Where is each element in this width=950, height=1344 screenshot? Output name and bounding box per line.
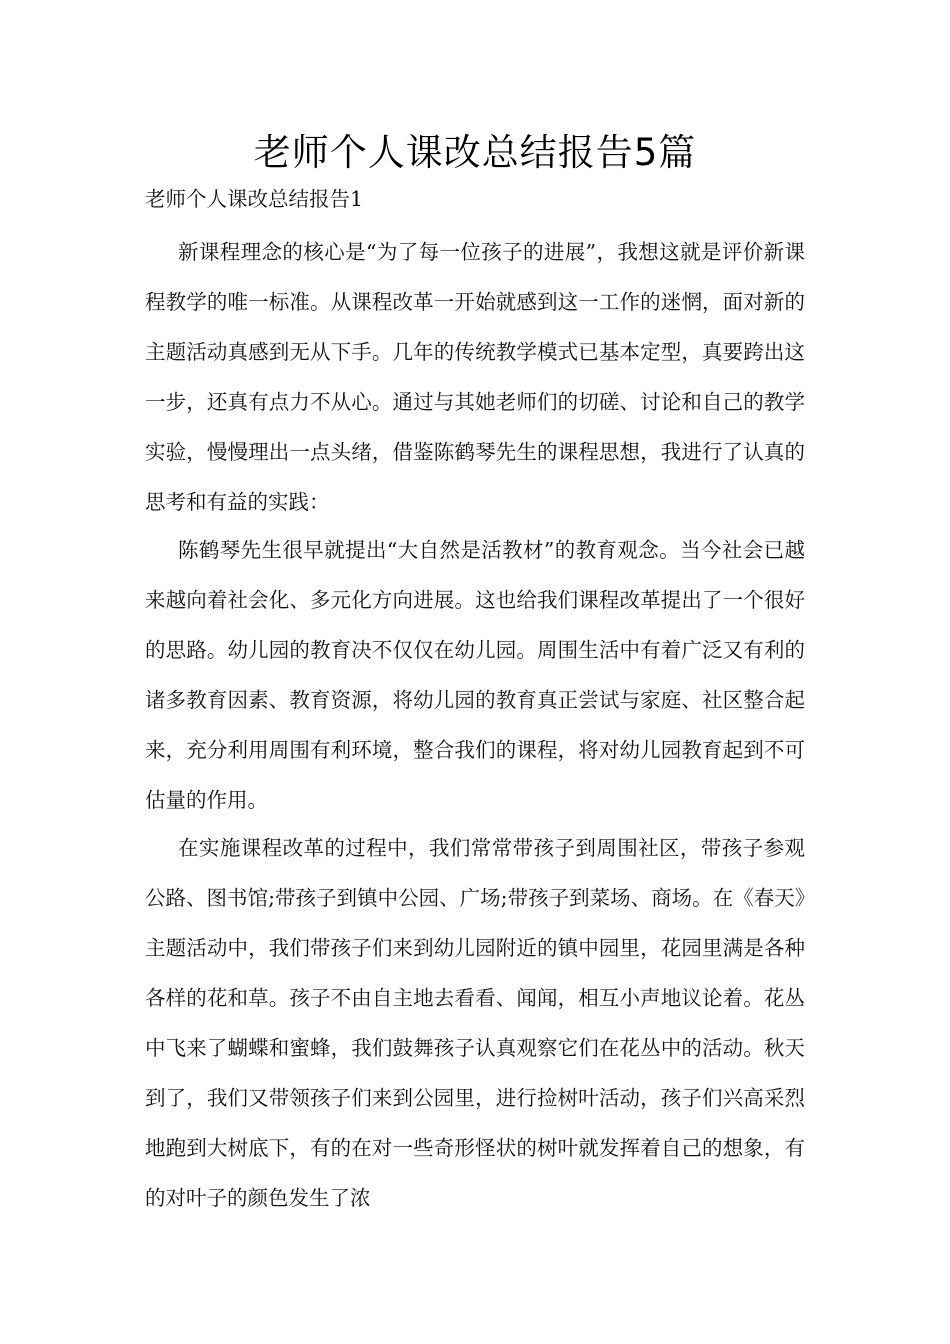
section-heading: 老师个人课改总结报告1 xyxy=(145,187,364,211)
paragraph: 在实施课程改革的过程中，我们常常带孩子到周围社区，带孩子参观公路、图书馆;带孩子到镇中公园、广场;带孩子到菜场、商场。在《春天》主题活动中，我们带孩子们来到幼儿园附近的镇中园里，花园里满是各种各样的花和草。孩子不由自主地去看看、闻闻，相互小声地议论着。花丛中飞来了蝴蝶和蜜蜂，我们鼓舞孩子认真观察它们在花丛中的活动。秋天到了，我们又带领孩子们来到公园里，进行捡树叶活动，孩子们兴高采烈地跑到大树底下，有的在对一些奇形怪状的树叶就发挥着自己的想象，有的对叶子的颜色发生了浓 xyxy=(145,836,805,1210)
document-title: 老师个人课改总结报告5篇 xyxy=(253,131,697,174)
paragraph: 陈鹤琴先生很早就提出“大自然是活教材”的教育观念。当今社会已越来越向着社会化、多元化方向进展。这也给我们课程改革提出了一个很好的思路。幼儿园的教育决不仅仅在幼儿园。周围生活中有着广泛又有利的诸多教育因素、教育资源，将幼儿园的教育真正尝试与家庭、社区整合起来，充分利用周围有利环境，整合我们的课程，将对幼儿园教育起到不可估量的作用。 xyxy=(145,538,805,812)
paragraph: 新课程理念的核心是“为了每一位孩子的进展”，我想这就是评价新课程教学的唯一标准。从课程改革一开始就感到这一工作的迷惘，面对新的主题活动真感到无从下手。几年的传统教学模式已基本定型，真要跨出这一步，还真有点力不从心。通过与其她老师们的切磋、讨论和自己的教学实验，慢慢理出一点头绪，借鉴陈鹤琴先生的课程思想，我进行了认真的思考和有益的实践： xyxy=(145,240,805,514)
